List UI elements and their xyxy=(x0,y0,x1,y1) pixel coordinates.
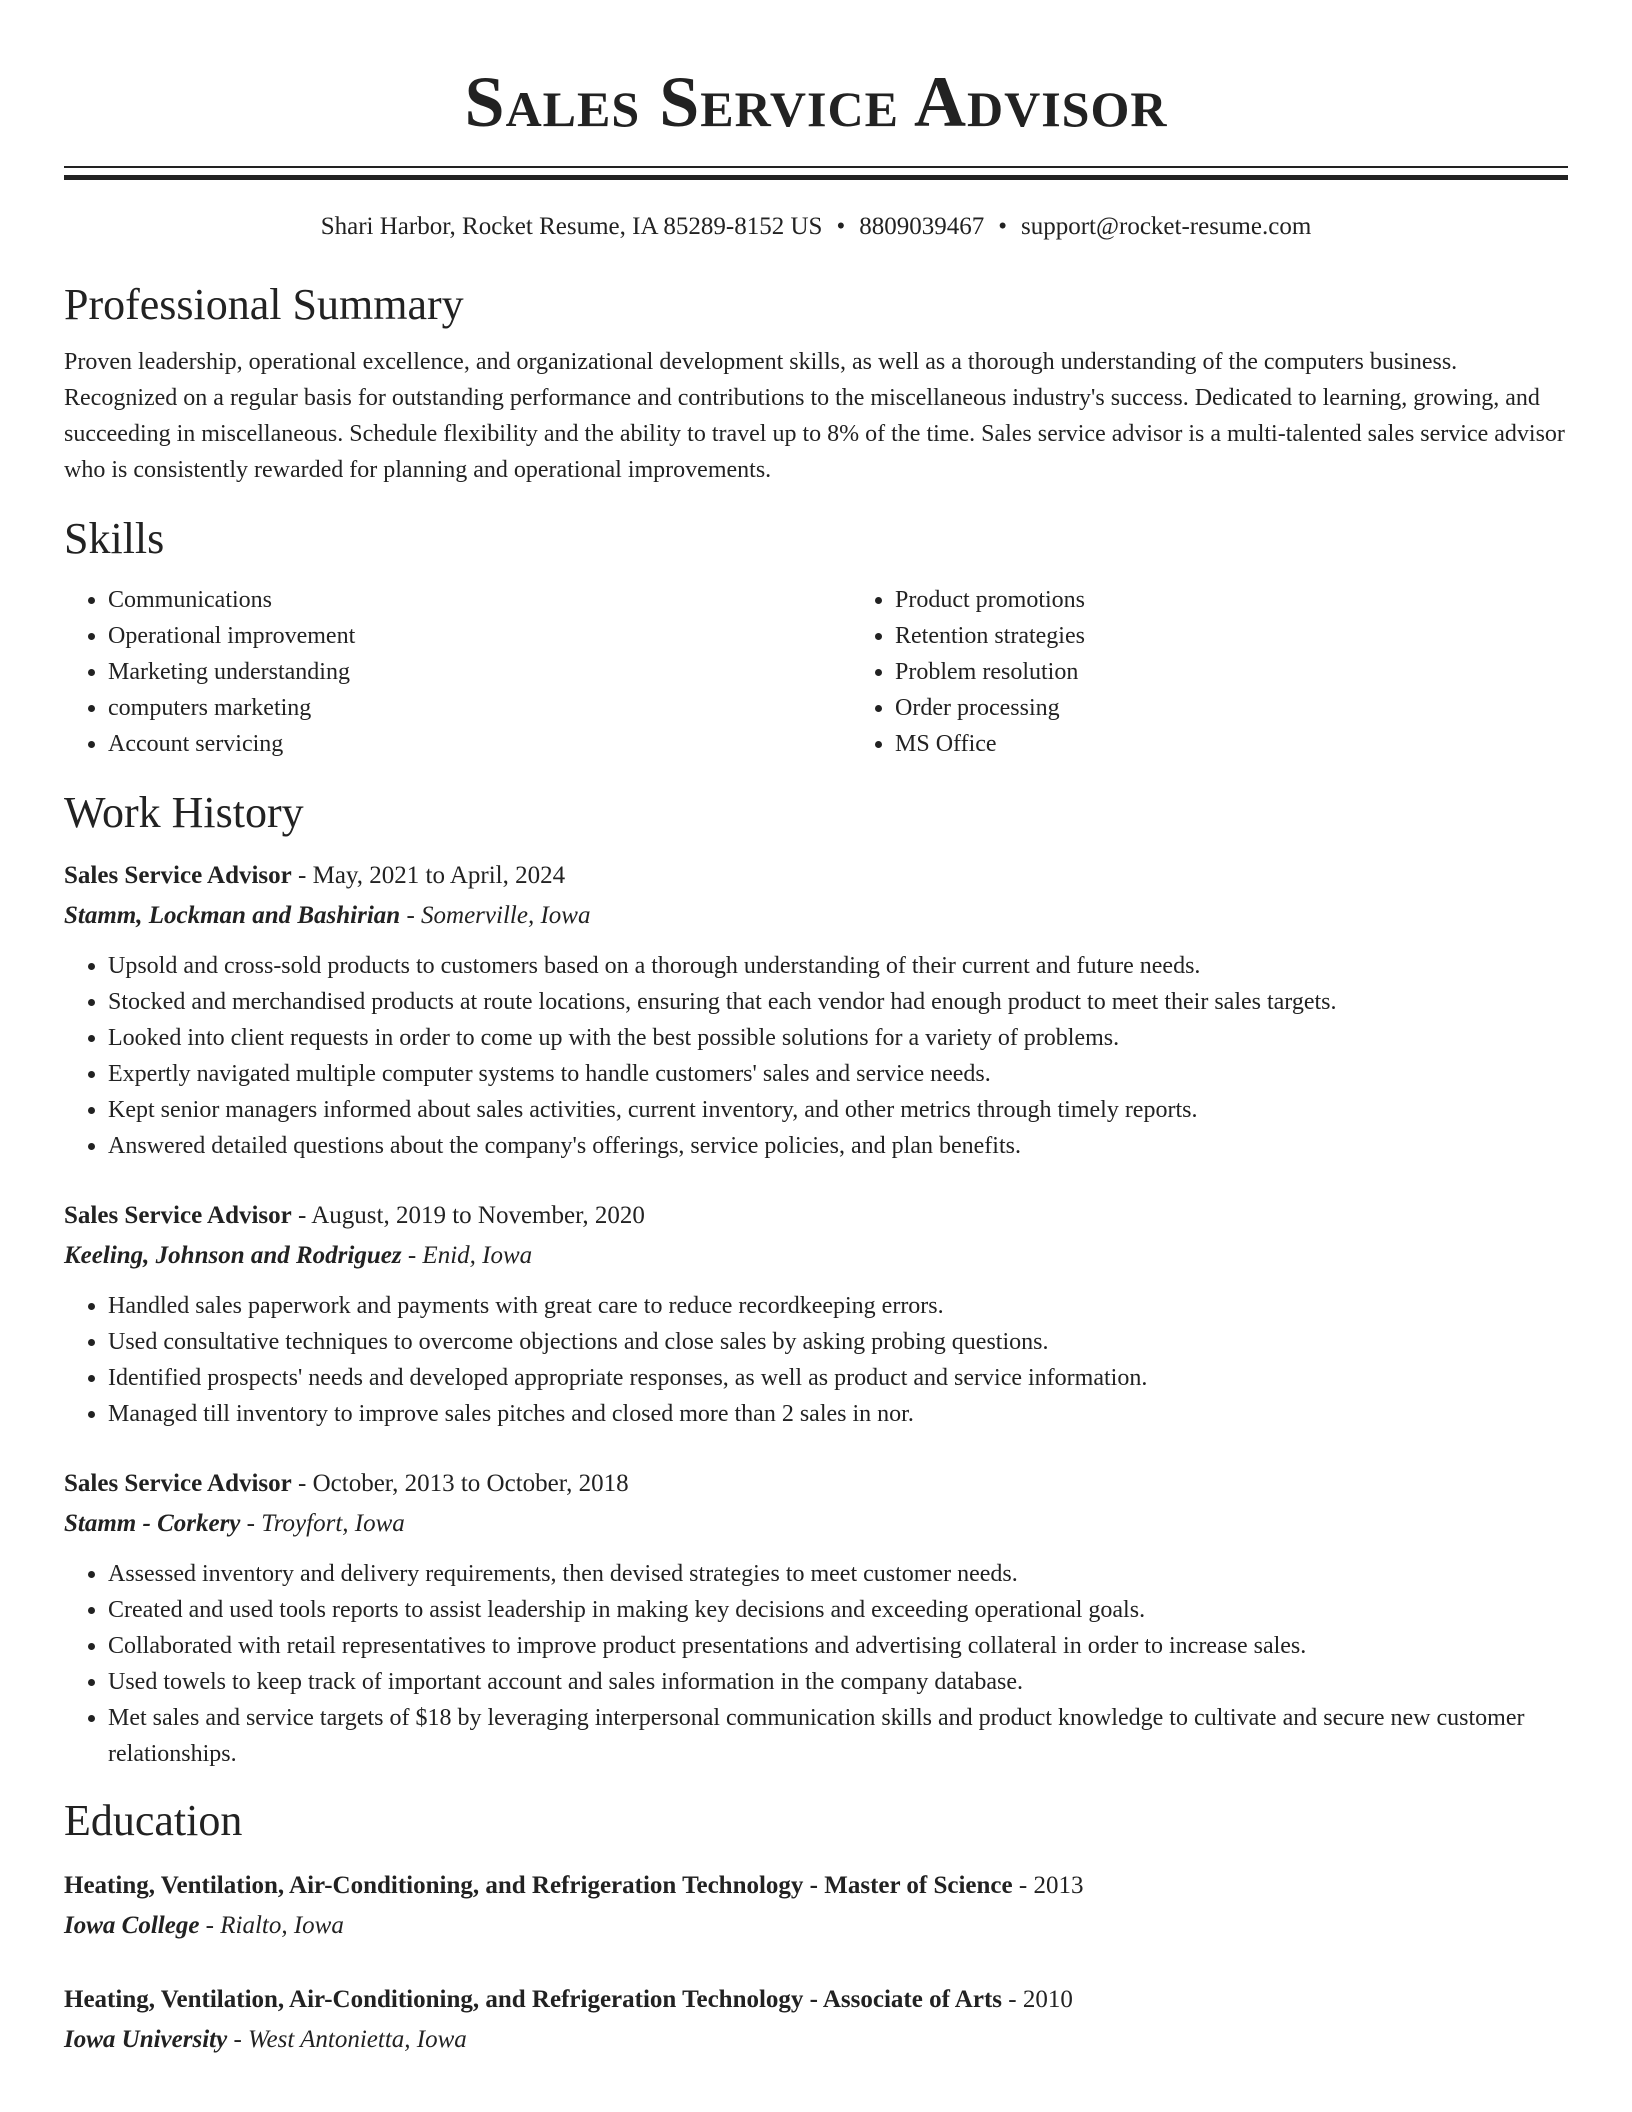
skill-item: • Retention strategies xyxy=(895,618,1568,654)
duty-item: • Answered detailed questions about the company's offerings, service policies, and plan benefits. xyxy=(108,1128,1568,1164)
job-dates: May, 2021 to April, 2024 xyxy=(312,862,566,889)
education-entry xyxy=(64,1982,1568,2058)
job-company-line: Stamm, Lockman and Bashirian - Somerville, Iowa xyxy=(64,902,591,929)
title-divider-thick xyxy=(64,175,1568,180)
resume-title: Sales Service Advisor xyxy=(464,62,1168,142)
education-year: 2010 xyxy=(1022,1986,1073,2013)
work-history-heading: Work History xyxy=(64,788,304,837)
contact-line xyxy=(64,212,1568,242)
job-title: Sales Service Advisor xyxy=(64,1202,292,1229)
education-entry xyxy=(64,1868,1568,1944)
job-location: Troyfort, Iowa xyxy=(261,1510,405,1537)
duty-item: • Assessed inventory and delivery requirements, then devised strategies to meet customer needs. xyxy=(108,1556,1568,1592)
education-degree: Heating, Ventilation, Air-Conditioning, and Refrigeration Technology - Master of Science xyxy=(64,1872,1013,1899)
skills-column-left xyxy=(64,582,851,762)
job-title-line: Sales Service Advisor - October, 2013 to October, 2018 xyxy=(64,1470,629,1497)
job-entry xyxy=(64,1198,1568,1432)
duty-item: • Kept senior managers informed about sales activities, current inventory, and other metrics through timely reports. xyxy=(108,1092,1568,1128)
contact-email: support@rocket-resume.com xyxy=(1020,213,1312,240)
job-location: Enid, Iowa xyxy=(422,1242,533,1269)
education-location: West Antonietta, Iowa xyxy=(248,2026,467,2053)
job-duties xyxy=(64,1288,1568,1432)
duty-item: • Looked into client requests in order to come up with the best possible solutions for a variety of problems. xyxy=(108,1020,1568,1056)
education-degree-line: Heating, Ventilation, Air-Conditioning, and Refrigeration Technology - Associate of Arts - 2010 xyxy=(64,1986,1073,2013)
duty-item: • Identified prospects' needs and developed appropriate responses, as well as product and service information. xyxy=(108,1360,1568,1396)
contact-separator: • xyxy=(836,213,846,240)
duty-item: • Created and used tools reports to assist leadership in making key decisions and exceeding operational goals. xyxy=(108,1592,1568,1628)
job-company: Stamm, Lockman and Bashirian xyxy=(64,902,401,929)
duty-item: • Handled sales paperwork and payments with great care to reduce recordkeeping errors. xyxy=(108,1288,1568,1324)
contact-separator: • xyxy=(998,213,1007,240)
education-degree: Heating, Ventilation, Air-Conditioning, and Refrigeration Technology - Associate of Arts xyxy=(64,1986,1003,2013)
education-school-line: Iowa University - West Antonietta, Iowa xyxy=(64,2026,467,2053)
education-school: Iowa University xyxy=(64,2026,228,2053)
duty-item: • Used towels to keep track of important account and sales information in the company database. xyxy=(108,1664,1568,1700)
skill-item: • Order processing xyxy=(895,690,1568,726)
title-divider-thin xyxy=(64,166,1568,168)
duty-item: • Expertly navigated multiple computer systems to handle customers' sales and service needs. xyxy=(108,1056,1568,1092)
education-school: Iowa College xyxy=(64,1912,200,1939)
duty-item: • Used consultative techniques to overcome objections and close sales by asking probing questions. xyxy=(108,1324,1568,1360)
skill-item: • Marketing understanding xyxy=(108,654,851,690)
skill-item: • Product promotions xyxy=(895,582,1568,618)
education-location: Rialto, Iowa xyxy=(220,1912,344,1939)
job-dates: October, 2013 to October, 2018 xyxy=(312,1470,629,1497)
job-title-line: Sales Service Advisor - August, 2019 to November, 2020 xyxy=(64,1202,645,1229)
contact-phone: 8809039467 xyxy=(859,213,985,240)
education-year: 2013 xyxy=(1033,1872,1084,1899)
skill-item: • Account servicing xyxy=(108,726,851,762)
duty-item: • Met sales and service targets of $18 by leveraging interpersonal communication skills and product knowledge to cultivate and secure new customer relationships. xyxy=(108,1700,1568,1772)
skills-list xyxy=(64,582,1568,762)
job-dates: August, 2019 to November, 2020 xyxy=(311,1202,645,1229)
summary-heading: Professional Summary xyxy=(64,280,464,329)
duty-item: • Collaborated with retail representatives to improve product presentations and advertising collateral in order to increase sales. xyxy=(108,1628,1568,1664)
job-company-line: Stamm - Corkery - Troyfort, Iowa xyxy=(64,1510,405,1537)
skill-item: • Communications xyxy=(108,582,851,618)
duty-item: • Stocked and merchandised products at route locations, ensuring that each vendor had enough product to meet their sales targets. xyxy=(108,984,1568,1020)
job-company: Stamm - Corkery xyxy=(64,1510,241,1537)
skill-item: • MS Office xyxy=(895,726,1568,762)
job-duties xyxy=(64,948,1568,1164)
duty-item: • Managed till inventory to improve sales pitches and closed more than 2 sales in nor. xyxy=(108,1396,1568,1432)
job-entry xyxy=(64,1466,1568,1772)
skills-column-right xyxy=(851,582,1568,762)
job-title-line: Sales Service Advisor - May, 2021 to April, 2024 xyxy=(64,862,566,889)
skills-heading: Skills xyxy=(64,514,165,563)
skill-item: • computers marketing xyxy=(108,690,851,726)
job-location: Somerville, Iowa xyxy=(421,902,591,929)
education-school-line: Iowa College - Rialto, Iowa xyxy=(64,1912,344,1939)
skill-item: • Problem resolution xyxy=(895,654,1568,690)
job-duties xyxy=(64,1556,1568,1772)
education-degree-line: Heating, Ventilation, Air-Conditioning, and Refrigeration Technology - Master of Science - 2013 xyxy=(64,1872,1084,1899)
duty-item: • Upsold and cross-sold products to customers based on a thorough understanding of their current and future needs. xyxy=(108,948,1568,984)
job-title: Sales Service Advisor xyxy=(64,1470,292,1497)
contact-address: Shari Harbor, Rocket Resume, IA 85289-8152 US xyxy=(320,213,823,240)
education-heading: Education xyxy=(64,1796,243,1845)
summary-text: Proven leadership, operational excellence, and organizational development skills, as well as a thorough understanding of the computers business. Recognized on a regular basis for outstanding performance and contributions to the miscellaneous industry's success. Dedicated to learning, growing, and succeeding in miscellaneous. Schedule flexibility and the ability to travel up to 8% of the time. Sales service advisor is a multi-talented sales service advisor who is consistently rewarded for planning and operational improvements. xyxy=(64,349,1565,483)
job-entry xyxy=(64,858,1568,1164)
job-title: Sales Service Advisor xyxy=(64,862,292,889)
job-company: Keeling, Johnson and Rodriguez xyxy=(64,1242,402,1269)
skill-item: • Operational improvement xyxy=(108,618,851,654)
job-company-line: Keeling, Johnson and Rodriguez - Enid, Iowa xyxy=(64,1242,533,1269)
